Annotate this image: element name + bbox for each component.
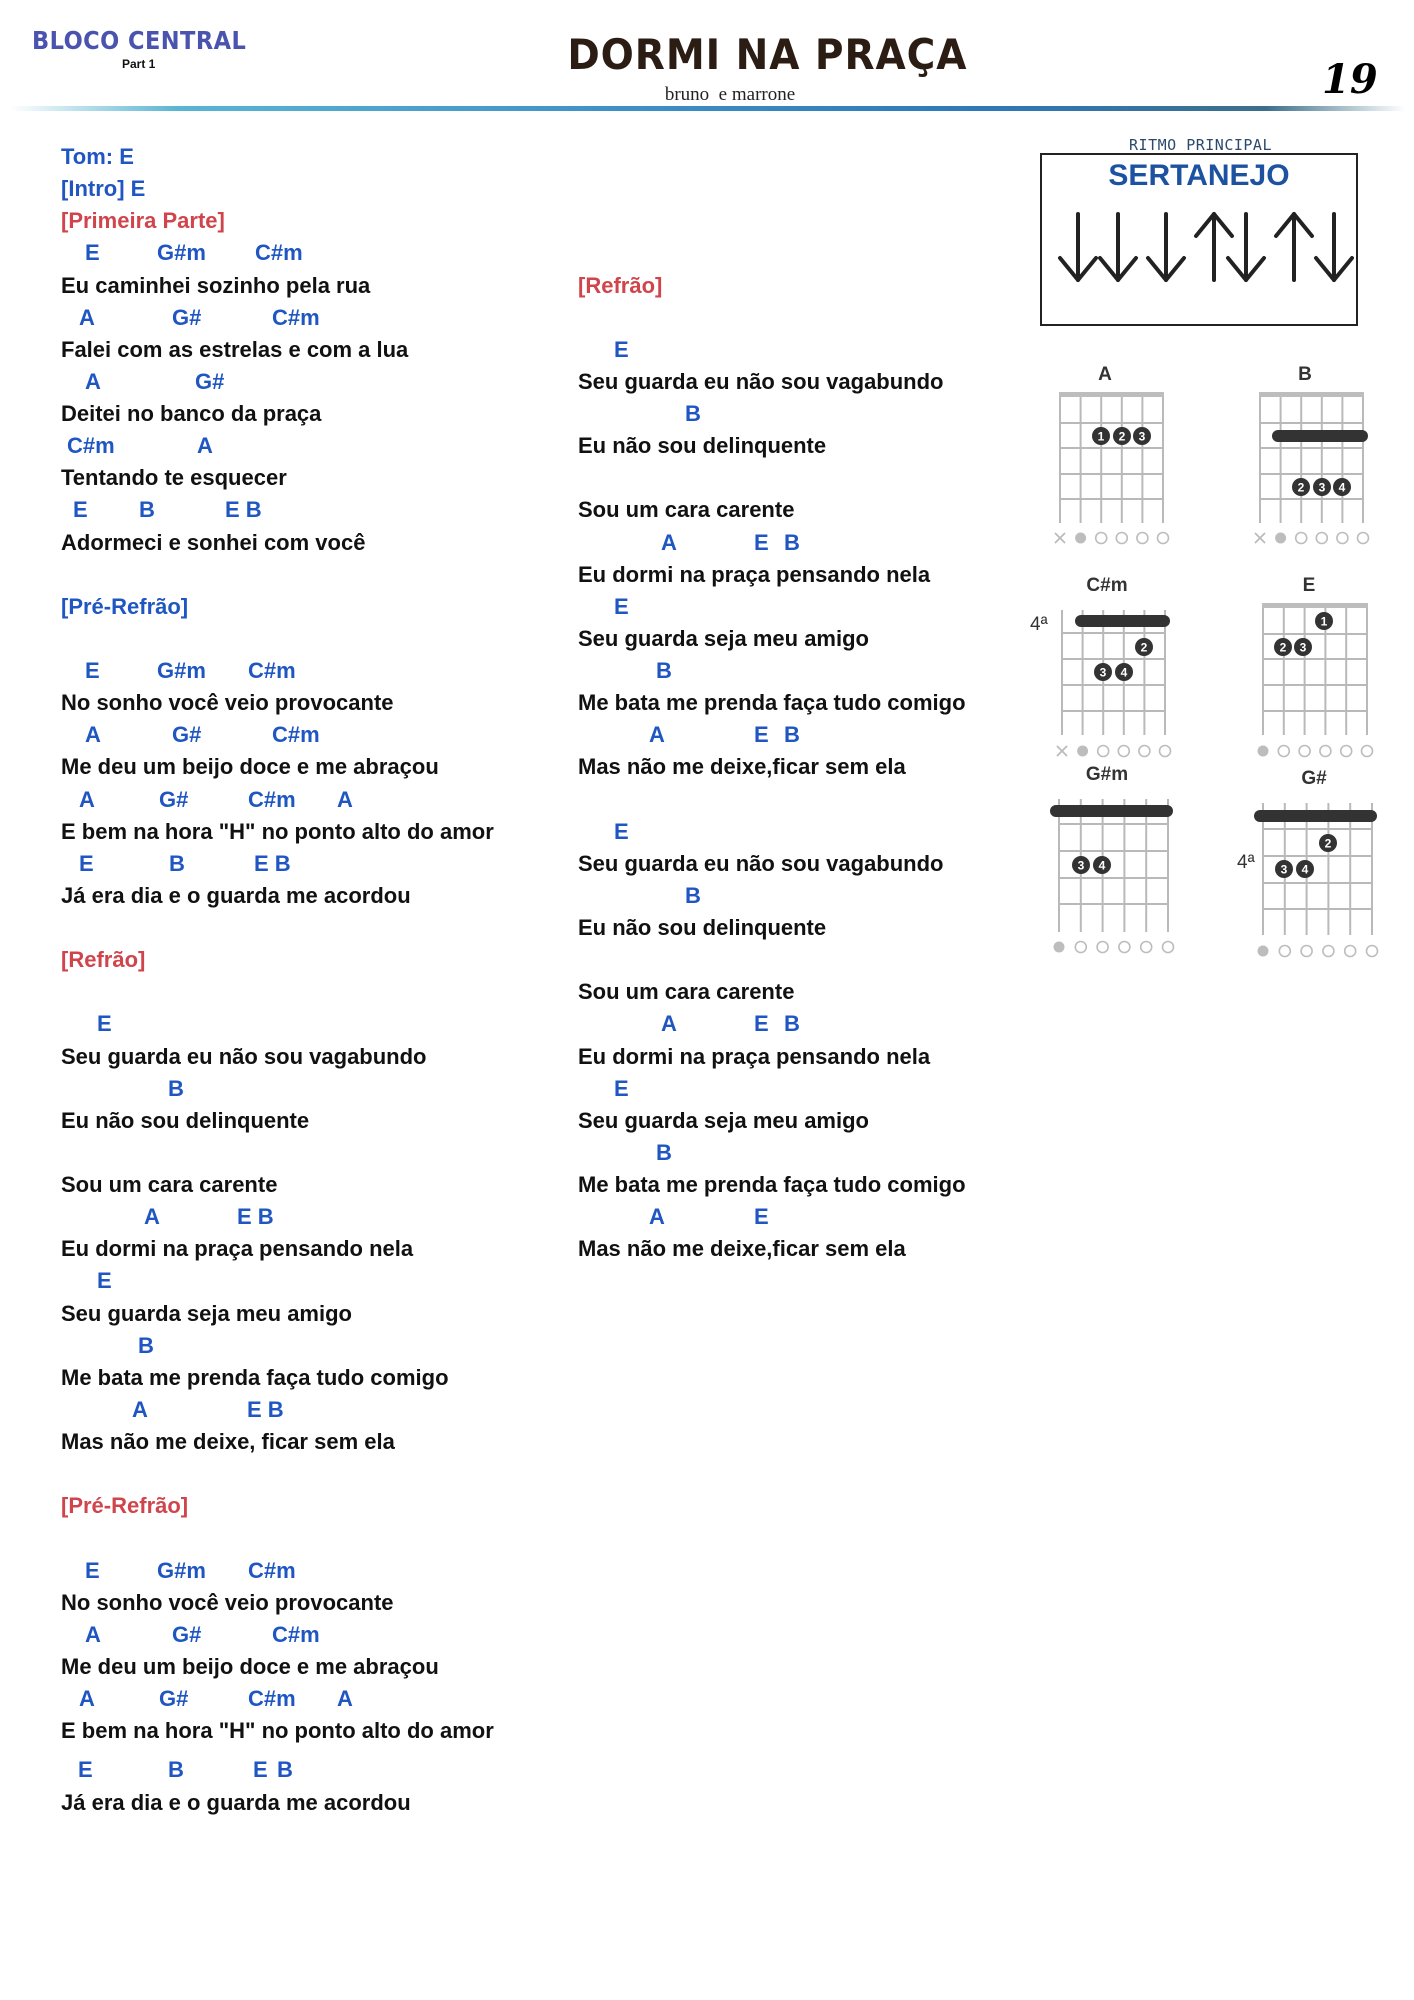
chord-symbol: A bbox=[661, 1011, 677, 1037]
lyric-line: Me bata me prenda faça tudo comigo bbox=[578, 1172, 966, 1197]
section-heading: [Pré-Refrão] bbox=[61, 1493, 189, 1519]
lyric-line: No sonho você veio provocante bbox=[61, 1589, 394, 1615]
svg-text:2: 2 bbox=[1279, 640, 1287, 655]
open-string-icon bbox=[1299, 746, 1310, 757]
section-heading: [Refrão] bbox=[578, 272, 663, 298]
lyric-line: Já era dia e o guarda me acordou bbox=[61, 882, 411, 908]
finger-dot-icon bbox=[1092, 427, 1110, 445]
chord-symbol: C#m bbox=[248, 658, 296, 683]
lyric-line: E bem na hora "H" no ponto alto do amor bbox=[61, 818, 494, 844]
chord-symbol: A bbox=[85, 1621, 101, 1647]
chord-symbol: E bbox=[754, 1204, 769, 1230]
song-meta: [Intro] E bbox=[61, 176, 146, 202]
open-string-icon bbox=[1075, 942, 1086, 953]
open-string-icon bbox=[1278, 746, 1289, 757]
finger-dot-icon bbox=[1274, 638, 1292, 656]
open-string-icon bbox=[1358, 533, 1369, 544]
lyric-line: Seu guarda eu não sou vagabundo bbox=[61, 1043, 427, 1069]
chord-symbol: E bbox=[97, 1011, 112, 1037]
lyric-line: No sonho você veio provocante bbox=[61, 690, 394, 716]
svg-text:4: 4 bbox=[1301, 862, 1309, 877]
finger-dot-icon bbox=[1113, 427, 1131, 445]
blank-line bbox=[61, 1458, 541, 1490]
open-string-icon bbox=[1323, 946, 1334, 957]
lyric-line: Me bata me prenda faça tudo comigo bbox=[578, 690, 966, 716]
muted-string-icon bbox=[1057, 746, 1067, 756]
chord-symbol: E B bbox=[237, 1204, 274, 1230]
fret-position-label: 4ª bbox=[1237, 852, 1255, 873]
section-heading: [Primeira Parte] bbox=[61, 208, 225, 234]
lyric-line: Eu caminhei sozinho pela rua bbox=[61, 272, 371, 298]
lyric-line: Eu não sou delinquente bbox=[61, 1107, 310, 1133]
chord-symbol: G#m bbox=[157, 1557, 206, 1583]
chord-symbol: E B bbox=[254, 850, 291, 876]
chord-symbol: A bbox=[337, 1686, 353, 1711]
chord-symbol: C#m bbox=[272, 1621, 320, 1647]
chord-symbol: G# bbox=[159, 786, 189, 812]
chord-symbol: C#m bbox=[272, 304, 320, 330]
part-label: Part 1 bbox=[122, 57, 156, 71]
chord-diagram-label: B bbox=[1298, 364, 1312, 385]
rhythm-name: SERTANEJO bbox=[1108, 159, 1290, 192]
chord-line bbox=[61, 1683, 541, 1715]
chord-symbol: E bbox=[85, 240, 100, 266]
svg-text:3: 3 bbox=[1280, 862, 1288, 877]
lyric-line: Tentando te esquecer bbox=[61, 465, 287, 491]
lyric-line: Seu guarda seja meu amigo bbox=[61, 1300, 352, 1326]
muted-string-icon bbox=[1055, 533, 1065, 543]
chord-symbol: E bbox=[97, 1268, 112, 1294]
chord-line bbox=[61, 1619, 541, 1651]
svg-text:1: 1 bbox=[1320, 614, 1328, 629]
lyric-line: Seu guarda eu não sou vagabundo bbox=[578, 368, 944, 394]
lyric-line: Mas não me deixe, ficar sem ela bbox=[61, 1429, 395, 1454]
chord-symbol: A bbox=[79, 786, 95, 812]
rhythm-label: RITMO PRINCIPAL bbox=[1129, 136, 1272, 154]
chord-symbol: E B bbox=[225, 497, 262, 523]
chord-symbol: E bbox=[614, 336, 629, 362]
open-string-icon bbox=[1341, 746, 1352, 757]
blank-line bbox=[61, 1522, 541, 1554]
chord-symbol: C#m bbox=[255, 240, 303, 266]
open-string-icon bbox=[1316, 533, 1327, 544]
chord-symbol: C#m bbox=[248, 786, 296, 812]
svg-text:3: 3 bbox=[1077, 858, 1085, 873]
lyric-line: Seu guarda seja meu amigo bbox=[578, 625, 869, 651]
svg-text:2: 2 bbox=[1140, 640, 1148, 655]
chord-symbol: E bbox=[85, 658, 100, 683]
open-string-icon bbox=[1279, 946, 1290, 957]
page-number: 19 bbox=[1322, 56, 1378, 103]
fret-position-label: 4ª bbox=[1030, 614, 1048, 635]
chord-symbol: E bbox=[754, 722, 769, 748]
root-string-icon bbox=[1258, 946, 1269, 957]
chord-symbol: E bbox=[754, 1011, 769, 1037]
finger-dot-icon bbox=[1094, 663, 1112, 681]
chord-symbol: E bbox=[78, 1757, 93, 1783]
open-string-icon bbox=[1116, 533, 1127, 544]
chord-symbol: A bbox=[661, 529, 677, 555]
chord-symbol: B bbox=[656, 658, 672, 683]
chord-line bbox=[578, 1073, 1018, 1105]
chord-diagram-b bbox=[1255, 364, 1369, 544]
chord-symbol: B bbox=[784, 722, 800, 748]
lyric-line: Me bata me prenda faça tudo comigo bbox=[61, 1364, 449, 1390]
chord-symbol: A bbox=[85, 722, 101, 748]
chord-symbol: A bbox=[144, 1204, 160, 1230]
song-meta: Tom: E bbox=[61, 144, 134, 169]
finger-dot-icon bbox=[1313, 478, 1331, 496]
chord-symbol: B bbox=[277, 1757, 293, 1783]
open-string-icon bbox=[1337, 533, 1348, 544]
chord-symbol: E bbox=[85, 1557, 100, 1583]
root-string-icon bbox=[1054, 942, 1065, 953]
chord-symbol: B bbox=[685, 401, 701, 426]
open-string-icon bbox=[1163, 942, 1174, 953]
chord-symbol: A bbox=[649, 722, 665, 748]
chord-symbol: B bbox=[784, 529, 800, 555]
section-heading: [Pré-Refrão] bbox=[61, 593, 189, 619]
muted-string-icon bbox=[1255, 533, 1265, 543]
chord-line bbox=[578, 1201, 1018, 1233]
chord-symbol: A bbox=[337, 786, 353, 812]
chord-symbol: C#m bbox=[272, 722, 320, 748]
svg-text:2: 2 bbox=[1297, 480, 1305, 495]
finger-dot-icon bbox=[1133, 427, 1151, 445]
chord-symbol: A bbox=[197, 433, 213, 459]
lyric-line: Deitei no banco da praça bbox=[61, 401, 322, 426]
lyric-line: Sou um cara carente bbox=[578, 497, 795, 523]
finger-dot-icon bbox=[1319, 834, 1337, 852]
open-string-icon bbox=[1301, 946, 1312, 957]
open-string-icon bbox=[1367, 946, 1378, 957]
root-string-icon bbox=[1275, 533, 1286, 544]
chord-symbol: B bbox=[138, 1332, 154, 1358]
lyric-line: Seu guarda eu não sou vagabundo bbox=[578, 850, 944, 876]
chord-symbol: E bbox=[73, 497, 88, 523]
svg-text:3: 3 bbox=[1299, 640, 1307, 655]
chord-symbol: G# bbox=[159, 1686, 189, 1711]
chord-line bbox=[61, 1201, 541, 1233]
chord-symbol: A bbox=[85, 368, 101, 394]
lyric-line: Me deu um beijo doce e me abraçou bbox=[61, 1653, 439, 1679]
open-string-icon bbox=[1160, 746, 1171, 757]
chord-line bbox=[61, 1265, 541, 1297]
open-string-icon bbox=[1097, 942, 1108, 953]
open-string-icon bbox=[1098, 746, 1109, 757]
brand-title: BLOCO CENTRAL bbox=[32, 26, 247, 55]
root-string-icon bbox=[1077, 746, 1088, 757]
lyric-line: Sou um cara carente bbox=[578, 979, 795, 1005]
chord-line bbox=[61, 1008, 541, 1040]
chord-symbol: G# bbox=[195, 368, 225, 394]
chord-symbol: A bbox=[79, 1686, 95, 1711]
lyric-line: Me deu um beijo doce e me abraçou bbox=[61, 754, 439, 780]
chord-symbol: C#m bbox=[248, 1686, 296, 1711]
chord-symbol: B bbox=[168, 1075, 184, 1101]
chord-symbol: B bbox=[139, 497, 155, 523]
lyric-line: Mas não me deixe,ficar sem ela bbox=[578, 1236, 906, 1262]
root-string-icon bbox=[1258, 746, 1269, 757]
chord-diagram-gsharp bbox=[1237, 768, 1378, 957]
svg-text:4: 4 bbox=[1120, 665, 1128, 680]
lyric-line: Já era dia e o guarda me acordou bbox=[61, 1790, 411, 1816]
chord-line bbox=[578, 1137, 1018, 1169]
finger-dot-icon bbox=[1093, 856, 1111, 874]
chord-diagram-label: G# bbox=[1301, 768, 1327, 789]
lyric-line: Eu não sou delinquente bbox=[578, 433, 827, 459]
lyric-line: Eu dormi na praça pensando nela bbox=[578, 1043, 931, 1069]
chord-symbol: B bbox=[168, 1757, 184, 1783]
svg-text:2: 2 bbox=[1324, 836, 1332, 851]
finger-dot-icon bbox=[1333, 478, 1351, 496]
chord-symbol: E bbox=[253, 1757, 268, 1783]
chord-diagram-label: C#m bbox=[1086, 575, 1128, 596]
chord-symbol: B bbox=[169, 850, 185, 876]
blank-line bbox=[61, 1137, 541, 1169]
chord-diagram-label: A bbox=[1098, 364, 1112, 385]
open-string-icon bbox=[1119, 942, 1130, 953]
open-string-icon bbox=[1096, 533, 1107, 544]
chord-line bbox=[61, 1555, 541, 1587]
chord-symbol: E bbox=[754, 529, 769, 555]
finger-dot-icon bbox=[1296, 860, 1314, 878]
chord-diagram-a bbox=[1055, 364, 1169, 544]
svg-text:3: 3 bbox=[1138, 429, 1146, 444]
chord-symbol: E B bbox=[247, 1396, 284, 1422]
svg-text:2: 2 bbox=[1118, 429, 1126, 444]
chord-line bbox=[61, 1330, 541, 1362]
chord-symbol: B bbox=[685, 882, 701, 908]
chord-line bbox=[61, 1073, 541, 1105]
chord-line bbox=[61, 1394, 541, 1426]
chord-symbol: G# bbox=[172, 1621, 202, 1647]
svg-text:4: 4 bbox=[1338, 480, 1346, 495]
chord-symbol: B bbox=[784, 1011, 800, 1037]
chord-symbol: E bbox=[614, 818, 629, 844]
song-title: DORMI NA PRAÇA bbox=[567, 30, 968, 79]
chord-symbol: A bbox=[79, 304, 95, 330]
lyric-line: Eu não sou delinquente bbox=[578, 915, 827, 940]
section-heading: [Refrão] bbox=[61, 947, 146, 973]
chord-symbol: G# bbox=[172, 304, 202, 330]
open-string-icon bbox=[1320, 746, 1331, 757]
finger-dot-icon bbox=[1315, 612, 1333, 630]
open-string-icon bbox=[1137, 533, 1148, 544]
finger-dot-icon bbox=[1294, 638, 1312, 656]
svg-text:1: 1 bbox=[1097, 429, 1105, 444]
chord-symbol: E bbox=[614, 1075, 629, 1101]
finger-dot-icon bbox=[1292, 478, 1310, 496]
open-string-icon bbox=[1296, 533, 1307, 544]
chord-symbol: G#m bbox=[157, 240, 206, 266]
chord-symbol: C#m bbox=[248, 1557, 296, 1583]
chord-symbol: C#m bbox=[67, 433, 115, 459]
artist-name: bruno e marrone bbox=[664, 84, 796, 105]
chord-symbol: E bbox=[614, 593, 629, 619]
finger-dot-icon bbox=[1115, 663, 1133, 681]
chord-symbol: E bbox=[79, 850, 94, 876]
chord-diagram-label: G#m bbox=[1085, 764, 1129, 785]
chord-diagram-csharpm bbox=[1030, 575, 1171, 757]
finger-dot-icon bbox=[1275, 860, 1293, 878]
chord-diagram-gsharpm bbox=[1054, 764, 1174, 953]
lyric-line: Sou um cara carente bbox=[61, 1172, 278, 1197]
lyric-line: Eu dormi na praça pensando nela bbox=[61, 1236, 414, 1262]
chord-diagram-e bbox=[1258, 575, 1373, 757]
open-string-icon bbox=[1158, 533, 1169, 544]
chord-line bbox=[578, 1008, 1018, 1040]
lyric-line: Eu dormi na praça pensando nela bbox=[578, 561, 931, 587]
open-string-icon bbox=[1141, 942, 1152, 953]
svg-text:3: 3 bbox=[1318, 480, 1326, 495]
root-string-icon bbox=[1075, 533, 1086, 544]
chord-symbol: A bbox=[132, 1396, 148, 1422]
lyric-line: E bem na hora "H" no ponto alto do amor bbox=[61, 1718, 494, 1744]
chord-symbol: G# bbox=[172, 722, 202, 748]
chord-diagram-label: E bbox=[1302, 575, 1316, 596]
open-string-icon bbox=[1362, 746, 1373, 757]
chord-line bbox=[61, 1747, 541, 1787]
open-string-icon bbox=[1118, 746, 1129, 757]
open-string-icon bbox=[1345, 946, 1356, 957]
svg-text:4: 4 bbox=[1098, 858, 1106, 873]
chord-symbol: A bbox=[649, 1204, 665, 1230]
lyric-line: Falei com as estrelas e com a lua bbox=[61, 336, 409, 362]
lyric-line: Mas não me deixe,ficar sem ela bbox=[578, 754, 906, 780]
lyric-line: Adormeci e sonhei com você bbox=[61, 529, 366, 555]
lyric-line: Seu guarda seja meu amigo bbox=[578, 1107, 869, 1133]
finger-dot-icon bbox=[1135, 638, 1153, 656]
open-string-icon bbox=[1139, 746, 1150, 757]
finger-dot-icon bbox=[1072, 856, 1090, 874]
svg-text:3: 3 bbox=[1099, 665, 1107, 680]
chord-symbol: B bbox=[656, 1139, 672, 1165]
chord-symbol: G#m bbox=[157, 658, 206, 683]
